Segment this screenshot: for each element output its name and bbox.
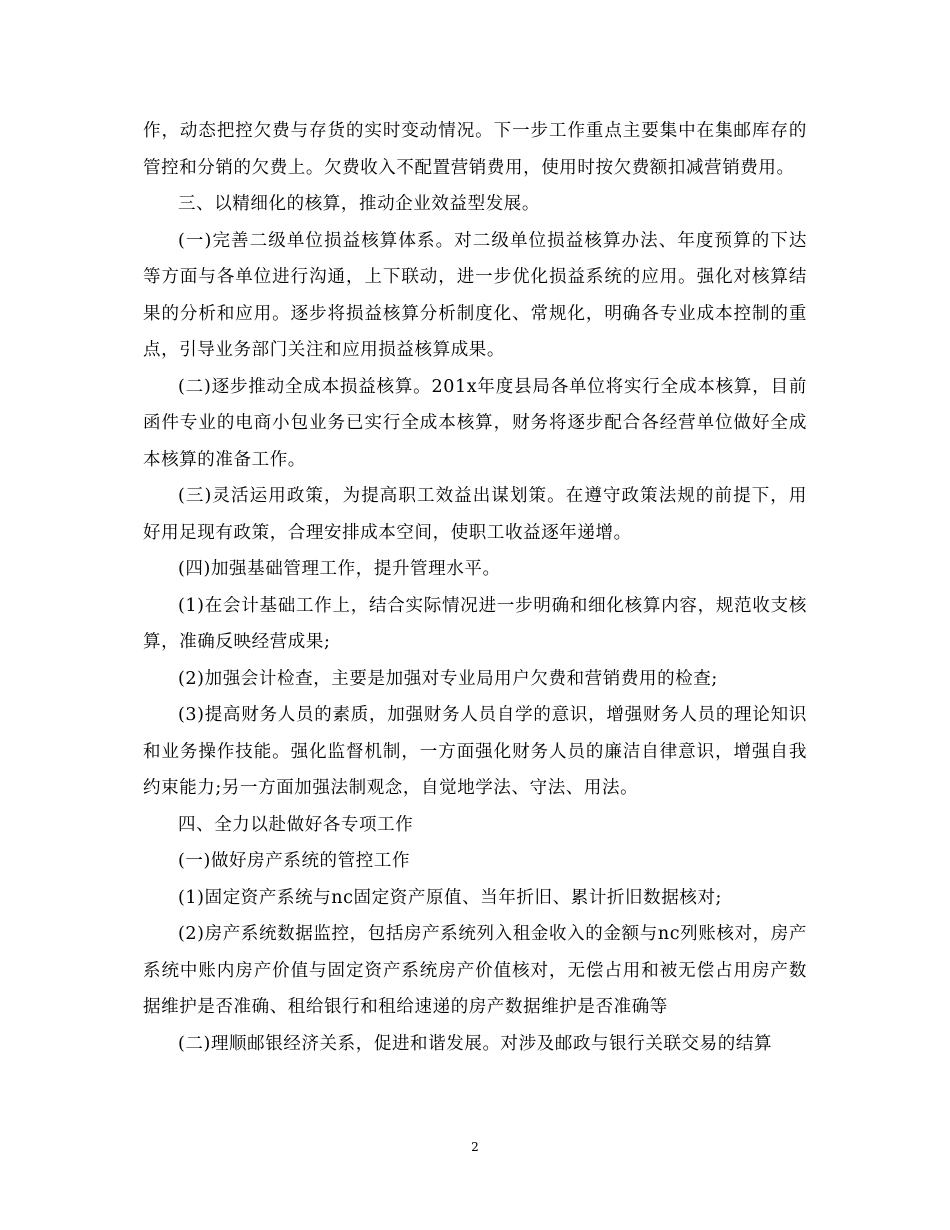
paragraph-4-1-1: (1)固定资产系统与nc固定资产原值、当年折旧、累计折旧数据核对; (178, 887, 723, 908)
paragraph-3-4-2: (2)加强会计检查，主要是加强对专业局用户欠费和营销费用的检查; (178, 668, 718, 689)
paragraph-4-1: (一)做好房产系统的管控工作 (178, 851, 411, 871)
page-number: 2 (471, 1140, 479, 1154)
body-text (143, 113, 807, 1062)
paragraph-4-1-2: (2)房产系统数据监控，包括房产系统列入租金收入的金额与nc列账核对，房产系统中账内房产价值与固定资产系统房产价值核对，无偿占用和被无偿占用房产数据维护是否准确、租给银行和租给速递的房产数据维护是否准确等 (143, 924, 807, 1017)
paragraph-3-4: (四)加强基础管理工作，提升管理水平。 (178, 559, 501, 579)
paragraph-3-3: (三)灵活运用政策，为提高职工效益出谋划策。在遵守政策法规的前提下，用好用足现有政策，合理安排成本空间，使职工收益逐年递增。 (143, 486, 807, 543)
paragraph-continued: 作，动态把控欠费与存货的实时变动情况。下一步工作重点主要集中在集邮库存的管控和分销的欠费上。欠费收入不配置营销费用，使用时按欠费额扣减营销费用。 (143, 121, 807, 178)
paragraph-3-1: (一)完善二级单位损益核算体系。对二级单位损益核算办法、年度预算的下达等方面与各单位进行沟通，上下联动，进一步优化损益系统的应用。强化对核算结果的分析和应用。逐步将损益核算分析制度化、常规化，明确各专业成本控制的重点，引导业务部门关注和应用损益核算成果。 (143, 230, 807, 360)
section-heading-3: 三、以精细化的核算，推动企业效益型发展。 (178, 194, 540, 214)
paragraph-3-2: (二)逐步推动全成本损益核算。201x年度县局各单位将实行全成本核算，目前函件专业的电商小包业务已实行全成本核算，财务将逐步配合各经营单位做好全成本核算的准备工作。 (143, 376, 807, 470)
paragraph-3-4-3: (3)提高财务人员的素质，加强财务人员自学的意识，增强财务人员的理论知识和业务操作技能。强化监督机制，一方面强化财务人员的廉洁自律意识，增强自我约束能力;另一方面加强法制观念，自觉地学法、守法、用法。 (143, 705, 807, 798)
paragraph-4-2: (二)理顺邮银经济关系，促进和谐发展。对涉及邮政与银行关联交易的结算 (178, 1033, 773, 1054)
paragraph-3-4-1: (1)在会计基础工作上，结合实际情况进一步明确和细化核算内容，规范收支核算，准确反映经营成果; (143, 595, 807, 652)
section-heading-4: 四、全力以赴做好各专项工作 (178, 814, 414, 835)
